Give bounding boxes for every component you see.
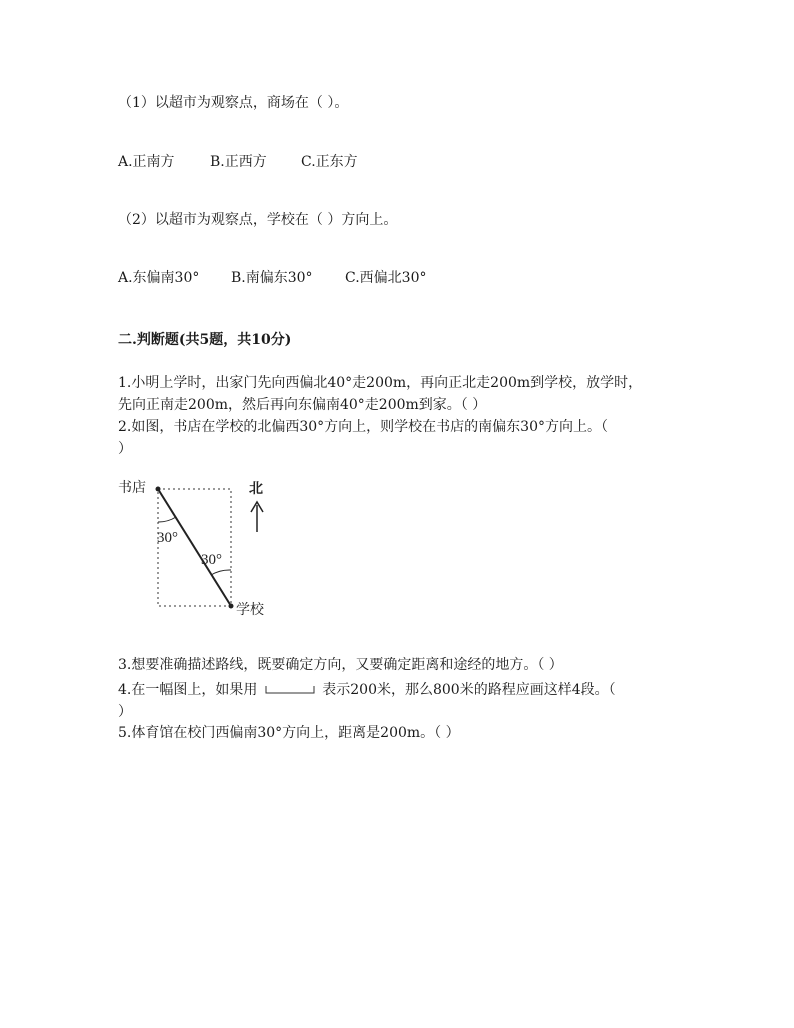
angle-label-top: 30°	[157, 530, 178, 546]
question-1-option-c: C.正东方	[301, 154, 358, 170]
judgment-2-line-2: ）	[118, 441, 132, 457]
angle-arc-bottom	[211, 570, 231, 575]
judgment-1-line-1: 1.小明上学时，出家门先向西偏北40°走200m，再向正北走200m到学校，放学时，	[118, 375, 643, 391]
question-2-option-b: B.南偏东30°	[231, 270, 313, 286]
question-1-prompt: （1）以超市为观察点，商场在（ ）。	[118, 95, 349, 111]
question-2-option-a: A.东偏南30°	[118, 270, 200, 286]
angle-arc-top	[158, 517, 176, 522]
judgment-5-line-1: 5.体育馆在校门西偏南30°方向上，距离是200m。（ ）	[118, 725, 460, 741]
bookstore-point	[156, 487, 161, 492]
path-line	[158, 489, 231, 606]
north-label: 北	[249, 482, 263, 497]
question-1-option-b: B.正西方	[210, 154, 267, 170]
angle-label-bottom: 30°	[201, 552, 222, 568]
scale-segment-icon	[262, 684, 318, 696]
judgment-4-text-a: 4.在一幅图上，如果用	[118, 682, 258, 698]
question-2-prompt: （2）以超市为观察点，学校在（ ）方向上。	[118, 212, 398, 228]
school-label: 学校	[236, 603, 264, 618]
question-2-option-c: C.西偏北30°	[345, 270, 427, 286]
judgment-1-line-2: 先向正南走200m，然后再向东偏南40°走200m到家。（ ）	[118, 397, 487, 413]
school-point	[229, 604, 234, 609]
question-1-option-a: A.正南方	[118, 154, 175, 170]
judgment-2-line-1: 2.如图，书店在学校的北偏西30°方向上，则学校在书店的南偏东30°方向上。（	[118, 419, 608, 435]
bookstore-label: 书店	[118, 481, 146, 496]
judgment-4-line-1	[118, 680, 616, 700]
direction-diagram	[110, 474, 280, 624]
judgment-4-text-b: 表示200米，那么800米的路程应画这样4段。（	[322, 682, 616, 698]
section-heading: 二.判断题(共5题，共10分)	[118, 332, 292, 348]
judgment-4-line-2: ）	[118, 704, 132, 720]
judgment-3-line-1: 3.想要准确描述路线，既要确定方向，又要确定距离和途经的地方。（ ）	[118, 657, 563, 673]
